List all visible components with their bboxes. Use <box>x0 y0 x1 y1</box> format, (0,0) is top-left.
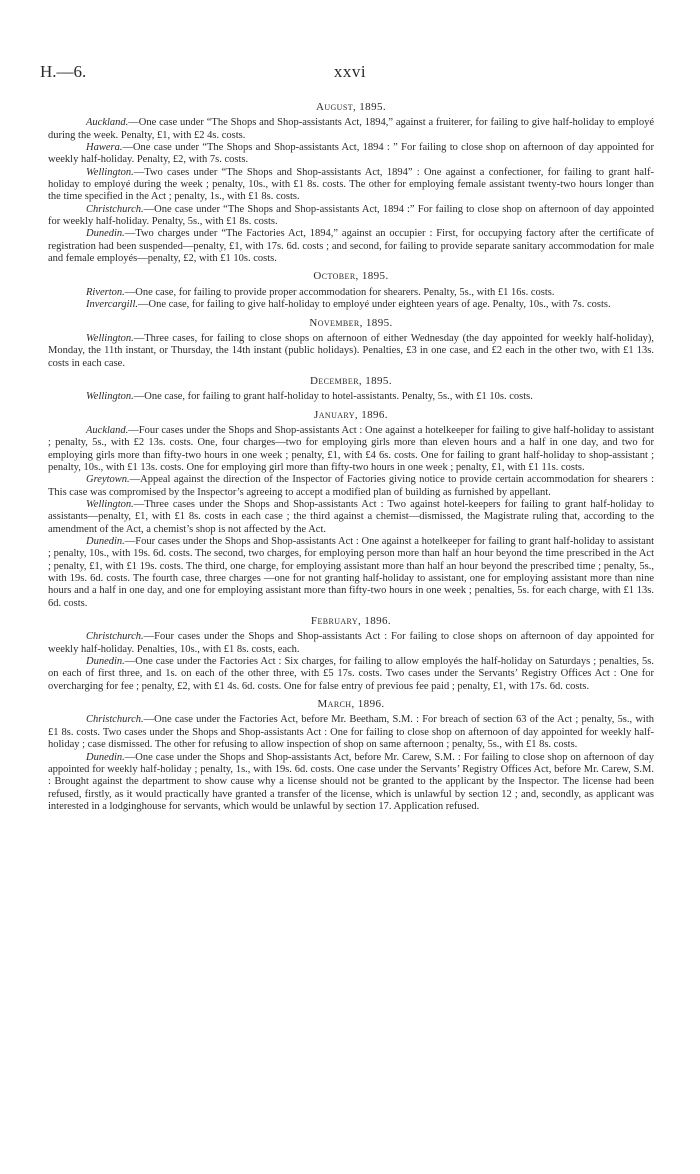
case-text: —One case under “The Shops and Shop-assistants Act, 1894 : ” For failing to close shop on afternoon of day appointed for weekly half-holiday. Penalty, £2, with 7s. costs. <box>48 142 654 166</box>
place-name: Wellington. <box>86 332 134 344</box>
place-name: Wellington. <box>86 391 134 403</box>
place-name: Dunedin. <box>86 751 125 763</box>
case-entry <box>48 631 654 656</box>
case-entry <box>48 287 654 299</box>
case-entry <box>48 656 654 693</box>
place-name: Dunedin. <box>86 228 125 240</box>
place-name: Greytown. <box>86 474 130 486</box>
section-heading: January, 1896. <box>314 408 388 421</box>
case-text: —Four cases under the Shops and Shop-assistants Act : One against a hotelkeeper for failing to grant half-holiday to assistant ; penalty, 10s., with 19s. 6d. costs. The second, two charges, for employing person more than half an hour beyond the time prescribed in the Act ; penalty, £1, with £1 19s. costs. The third, one charge, for employing assistant more than half an hour beyond the prescribed time ; penalty, 5s., with 19s. 6d. costs. The fourth case, three charges —one for not granting half-holiday to assistant, one for employing assistant more than nine hours and a half in one day, and one for employing assistant more than fifty-two hours in one week ; penalties, 5s. for each charge, with £1 13s. 6d. costs. <box>48 536 654 609</box>
section-heading: August, 1895. <box>315 101 387 113</box>
document-body <box>48 101 654 813</box>
case-entry <box>48 299 654 311</box>
place-name: Dunedin. <box>86 656 125 668</box>
case-entry <box>48 117 654 142</box>
section-heading: October, 1895. <box>313 270 389 283</box>
case-text: —One case, for failing to give half-holiday to employé under eighteen years of age. Penalty, 10s., with 7s. costs. <box>138 299 611 311</box>
case-entry <box>48 425 654 474</box>
place-name: Christchurch. <box>86 203 144 215</box>
case-text: —Three cases under the Shops and Shop-assistants Act : Two against hotel-keepers for failing to grant half-holiday to assistants—penalty, £1, with £1 8s. costs in each case ; the third against a chemist—dismissed, the Magistrate ruling that, according to the amendment of the Act, a chemist’s shop is not affected by the Act. <box>48 498 654 535</box>
case-entry <box>48 142 654 167</box>
case-text: —Four cases under the Shops and Shop-assistants Act : For failing to close shops on afternoon of day appointed for weekly half-holiday. Penalties, 10s., with £1 8s. costs, each. <box>48 631 654 655</box>
section-heading: November, 1895. <box>309 316 393 329</box>
case-entry <box>48 474 654 499</box>
case-text: —One case under the Factories Act, before Mr. Beetham, S.M. : For breach of section 63 of the Act ; penalty, 5s., with £1 8s. costs. Two cases under the Shops and Shop-assistants Act : One for failing to close shop on afternoon of day appointed for weekly half-holiday ; case dismissed. The other for refusing to allow inspection of shop on same afternoon ; penalty, 5s., with £1 8s. costs. <box>48 714 654 751</box>
case-text: —Two cases under “The Shops and Shop-assistants Act, 1894” : One against a confectioner, for failing to grant half-holiday to employé during the week ; penalty, 10s., with £1 8s. costs. The other for employing female assistant twenty-two hours longer than the time specified in the Act ; penalty, 1s., with £1 8s. costs. <box>48 166 654 203</box>
document-reference: H.—6. <box>40 62 87 81</box>
case-text: —One case under “The Shops and Shop-assistants Act, 1894 :” For failing to close shop on afternoon of day appointed for weekly half-holiday. Penalty, 5s., with £1 8s. costs. <box>48 203 654 228</box>
case-entry <box>48 499 654 536</box>
case-text: —Three cases, for failing to close shops on afternoon of either Wednesday (the day appointed for weekly half-holiday), Monday, the 11th instant, or Thursday, the 14th instant (public holidays). Penalties, £3 in one case, and £2 each in the other two, with £1 13s. costs in each case. <box>48 332 654 369</box>
place-name: Invercargill. <box>86 299 138 311</box>
section-heading: March, 1896. <box>317 698 385 711</box>
place-name: Wellington. <box>86 498 134 510</box>
case-text: —One case under the Factories Act : Six charges, for failing to allow employés the half-holiday on Saturdays ; penalties, 5s. on each of first three, and 1s. on each of the other three, with £5 17s. costs. Two cases under the Servants’ Registry Offices Act : One for overcharging for fee ; penalty, £2, with £1 4s. 6d. costs. One for false entry of previous fee paid ; penalty, £1, with 17s. 6d. costs. <box>48 656 654 692</box>
case-text: —One case under the Shops and Shop-assistants Act, before Mr. Carew, S.M. : For failing to close shop on afternoon of day appointed for weekly half-holiday ; penalty, 1s., with 19s. 6d. costs. One case under the Servants’ Registry Offices Act, before Mr. Carew, S.M. : Brought against the department to show cause why a license should not be granted to the applicant by the Inspector. The license had been refused, firstly, as it would practically have granted a transfer of the license, which is unlawful by section 12 ; and, secondly, as applicant was interested in a lodginghouse for servants, which would be unlawful by section 17. Application refused. <box>48 751 654 812</box>
case-entry <box>48 536 654 610</box>
place-name: Dunedin. <box>86 536 125 547</box>
place-name: Auckland. <box>86 117 129 129</box>
page-header <box>40 62 660 86</box>
case-text: —Four cases under the Shops and Shop-assistants Act : One against a hotelkeeper for failing to give half-holiday to assistant ; penalty, 5s., with £2 13s. costs. One, four charges—two for employing girls more than eleven hours and a half in one day, and two for employing girls more than fifty-two hours in one week ; penalty, £1, with £4 6s. costs. One for failing to grant half-holiday to shop-assistant ; penalty, 10s., with £1 13s. costs. One for employing girl more than fifty-two hours in one week ; penalty, £1, with £1 11s. costs. <box>48 424 654 473</box>
case-text: —One case, for failing to provide proper accommodation for shearers. Penalty, 5s., with £1 16s. costs. <box>124 286 555 298</box>
place-name: Christchurch. <box>86 714 144 726</box>
place-name: Christchurch. <box>86 631 144 643</box>
case-entry <box>48 167 654 204</box>
case-entry <box>48 391 654 403</box>
case-text: —One case under “The Shops and Shop-assistants Act, 1894,” against a fruiterer, for failing to give half-holiday to employé during the week. Penalty, £1, with £2 4s. costs. <box>48 117 654 141</box>
section-heading: December, 1895. <box>310 374 392 387</box>
case-entry <box>48 333 654 370</box>
place-name: Hawera. <box>86 142 123 154</box>
case-entry <box>48 204 654 229</box>
place-name: Riverton. <box>86 286 125 298</box>
section-heading: February, 1896. <box>310 615 392 628</box>
case-text: —Two charges under “The Factories Act, 1894,” against an occupier : First, for occupying factory after the certificate of registration had been suspended—penalty, £1, with 17s. 6d. costs ; and second, for failing to provide separate sanitary accommodation for male and female employés—penalty, £2, with £1 10s. costs. <box>48 228 654 265</box>
case-text: —One case, for failing to grant half-holiday to hotel-assistants. Penalty, 5s., with £1 10s. costs. <box>133 391 533 403</box>
case-entry <box>48 752 654 814</box>
place-name: Auckland. <box>86 424 129 436</box>
page-number: xxvi <box>333 62 367 81</box>
case-entry <box>48 228 654 265</box>
case-entry <box>48 714 654 751</box>
place-name: Wellington. <box>86 166 134 178</box>
case-text: —Appeal against the direction of the Inspector of Factories giving notice to provide certain accommodation for shearers : This case was compromised by the Inspector’s agreeing to accept a modified plan of building as furnished by appellant. <box>48 474 654 498</box>
